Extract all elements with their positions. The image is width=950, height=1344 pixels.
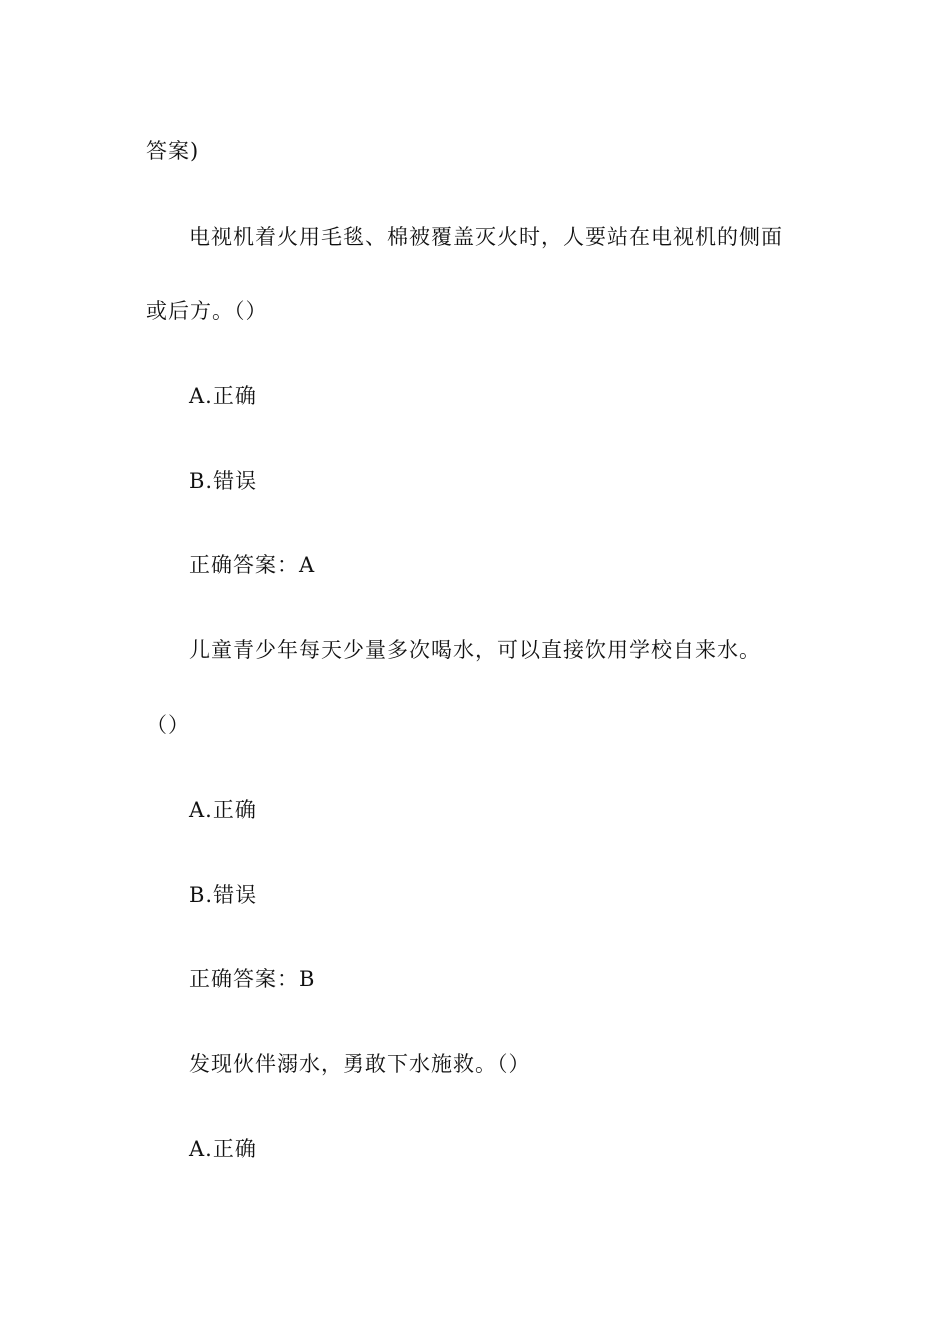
option-a: A.正确 — [189, 1137, 257, 1161]
correct-answer: 正确答案：B — [189, 967, 316, 991]
option-a: A.正确 — [189, 384, 257, 408]
option-b: B.错误 — [189, 469, 258, 493]
question-stem-continued: （） — [146, 713, 190, 737]
correct-answer: 正确答案：A — [189, 553, 316, 577]
question-stem-continued: 或后方。（） — [146, 299, 268, 323]
answer-continuation: 答案) — [146, 139, 200, 163]
option-a: A.正确 — [189, 798, 257, 822]
question-stem: 发现伙伴溺水，勇敢下水施救。（） — [189, 1052, 531, 1076]
option-b: B.错误 — [189, 883, 258, 907]
question-stem: 电视机着火用毛毯、棉被覆盖灭火时，人要站在电视机的侧面 — [189, 225, 783, 249]
question-stem: 儿童青少年每天少量多次喝水，可以直接饮用学校自来水。 — [189, 638, 761, 662]
